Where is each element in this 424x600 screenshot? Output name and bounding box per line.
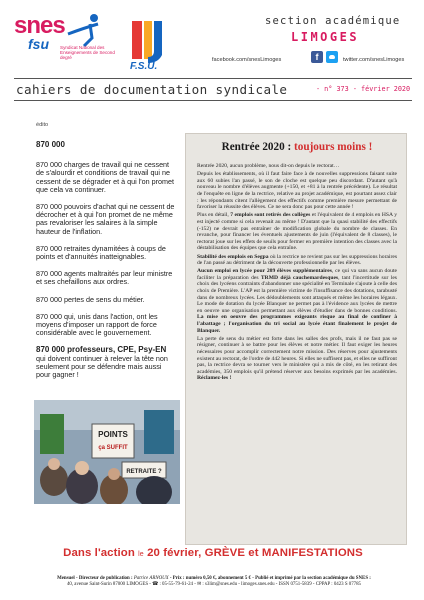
article-paragraph [197,268,397,334]
article-text: , ce qui va sans aucun doute faciliter la préparation des [197,268,397,281]
header-rule-bottom [14,100,412,101]
article-emphasis: Aucun emploi en lycée pour 209 élèves supplémentaires [197,268,332,275]
article-title-highlight: toujours moins ! [294,141,373,153]
article-text: , tant l'incertitude sur les choix des lycéens contraints d'abandonner une spécialité en Terminale s'ajoute à celle des choix de Première. L'AP est la première victime de l'insuffisance des dotations, tarabusté dans de nombreux lycées. Les dédoublements sont attaqués et même les horaires légaux. Le mode de dotation du lycée Blanquer ne permet pas à l'évidence aux lycées de mettre en oeuvre une organisation permettant aux élèves d'étudier dans de bonnes conditions. [197,274,397,314]
article-paragraph [197,212,397,252]
action-text-small: le [138,551,144,558]
edito-paragraph-rest: qui doivent continuer à relever la tête non seulement pour se défendre mais aussi pour gagner ! [36,353,168,380]
edito-paragraph: 870 000 retraites dynamitées à coups de points et d'annuités inatteignables. [36,243,166,262]
article-paragraph: Depuis les établissements, où il faut faire face à de nouvelles suppressions faisant suite aux 60 subies l'an passé, le son de cloche est quelque peu discordant. D'autant qu'à nouveau le nombre d'élèves augmente (+150, et +81 à la rentrée précédente). Le résultat de l'enquête en ligne de la rectrice, relative au projet académique, est pourtant assez clair : les répondants citent l'allègement des effectifs comme première mesure permettant de favoriser la réussite des élèves. Ce ne sera donc pas pour cette année ! [197,171,397,211]
footer-director: Patrice ARNOUX [133,576,169,581]
article-emphasis: La mise en oeuvre des programmes exigeants risque au final de confiner à l'abattage ; l'organisation du tri social au lycée étant finalement le projet de Blanquer. [197,314,397,334]
action-banner [18,547,408,559]
article-paragraph: Rentrée 2020, aucun problème, nous dit-on depuis le rectorat… [197,163,340,169]
action-text: Dans l'action [63,547,139,559]
issue-number: - n° 373 - février 2020 [316,85,411,93]
edito-heading: 870 000 [36,140,65,149]
article-title [186,141,408,153]
article-text: où la rectrice ne revient pas sur les suppressions horaires de l'an passé au détriment de la découverte professionnelle par les élèves. [197,253,397,267]
article-text: La perte de sens du métier est forte dans les salles des profs, mais il ne faut pas se résigner, continuer à se battre pour les élèves et notre métier. Il faut exiger les heures nécessaires pour accomplir correctement notre mission. Des réserves pour ajustements existent au rectorat, de l'ordre de 442 heures. Si elles ne suffisent pas, et elles ne suffiront pas, la rectrice devra se tourner vers le ministère qui a mis de côté, en les retirant des académies, 350 emplois qu'il prétend réserver aux besoins exprimés par les académies. [197,335,397,375]
edito-paragraph [36,346,176,379]
article-emphasis: Réclamez-les ! [197,375,232,382]
snes-fsu-text: fsu [28,36,49,52]
article-panel [185,133,407,545]
publication-title: cahiers de documentation syndicale [16,82,288,97]
fsu-logo-text: F.S.U. [130,61,158,72]
twitter-link[interactable]: twitter.com/snesLimoges [343,57,405,63]
facebook-icon[interactable]: f [311,51,323,63]
edito-paragraph: 870 000 qui, unis dans l'action, ont les moyens d'imposer un rapport de force considérable avec le gouvernement. [36,311,158,338]
photo-sign-points: POINTS [98,430,128,439]
page-footer [18,576,410,588]
article-body [197,163,397,384]
photo-sign-retraite: RETRAITE ? [126,469,162,475]
edito-column [36,141,176,388]
article-text: Plus en détail, [197,212,231,219]
photo-sign-suffit: ça SUFFIT [98,445,128,451]
action-text: 20 février, GRÈVE et MANIFESTATIONS [143,547,363,559]
page-header [0,0,424,86]
article-paragraph [197,254,397,267]
article-title-prefix: Rentrée 2020 : [221,141,295,153]
article-emphasis: TRMD déjà cauchemardesques [260,274,339,281]
snes-logo [14,12,114,62]
section-title: section académique [265,15,401,27]
footer-line-2: 40, avenue Saint-Surin 87000 LIMOGES - ☎ : 05-55-79-61-24 - ✉ : s3lim@snes.edu - limoges.snes.edu - ISSN 0751-5839 - CPPAP : 0423 S 07785 [66,582,362,587]
protest-photo [34,400,180,504]
footer-text: Mensuel - Directeur de publication : [57,576,134,581]
snes-logo-text: snes [14,12,65,39]
edito-paragraph: 870 000 pouvoirs d'achat qui ne cessent de décrocher et à qui l'on promet de ne même pas revaloriser les salaires à la simple hauteur de l'inflation. [36,202,175,236]
article-text: et l'équivalent de 4 emplois en HSA y est injecté comme si cela revenait au même ! D'autant que la quasi stabilité des effectifs (-152) ne devrait pas entraîner de modification globale du nombre de classes. En revanche, pour financer les éventuels ajustements de juin (l'équivalent de 8 classes), le rectorat joue sur les effets de seuils pour fermer en première intention des classes avec la déstabilisation des équipes que cela entraîne. [197,212,398,252]
snes-figure-icon [64,12,104,48]
edito-label: édito [36,122,49,128]
facebook-link[interactable]: facebook.com/snesLimoges [212,57,282,63]
snes-subtitle: Syndicat National des Enseignements de Second degré [60,45,115,61]
twitter-icon[interactable] [326,51,338,63]
section-city: LIMOGES [291,30,360,44]
edito-paragraph: 870 000 pertes de sens du métier. [36,294,145,304]
footer-text: Publié et imprimé par la section académique du SNES : [255,576,371,581]
footer-text: - Prix : numéro 0,50 €, abonnement 5 € - [168,576,256,581]
article-emphasis: Stabilité des emplois en Segpa [197,253,269,260]
edito-paragraph: 870 000 agents maltraités par leur ministre et ses chefaillons aux ordres. [36,269,173,287]
article-emphasis: 7 emplois sont retirés des collèges [230,212,311,219]
protest-photo-illustration [34,400,180,504]
edito-emphasis: 870 000 professeurs, CPE, Psy-EN [36,345,167,355]
header-rule-top [14,78,412,79]
article-paragraph [197,336,397,382]
edito-paragraph: 870 000 charges de travail qui ne cessent de s'alourdir et conditions de travail qui ne cessent de se dégrader et à qui l'on promet que cela va continuer. [36,160,175,194]
